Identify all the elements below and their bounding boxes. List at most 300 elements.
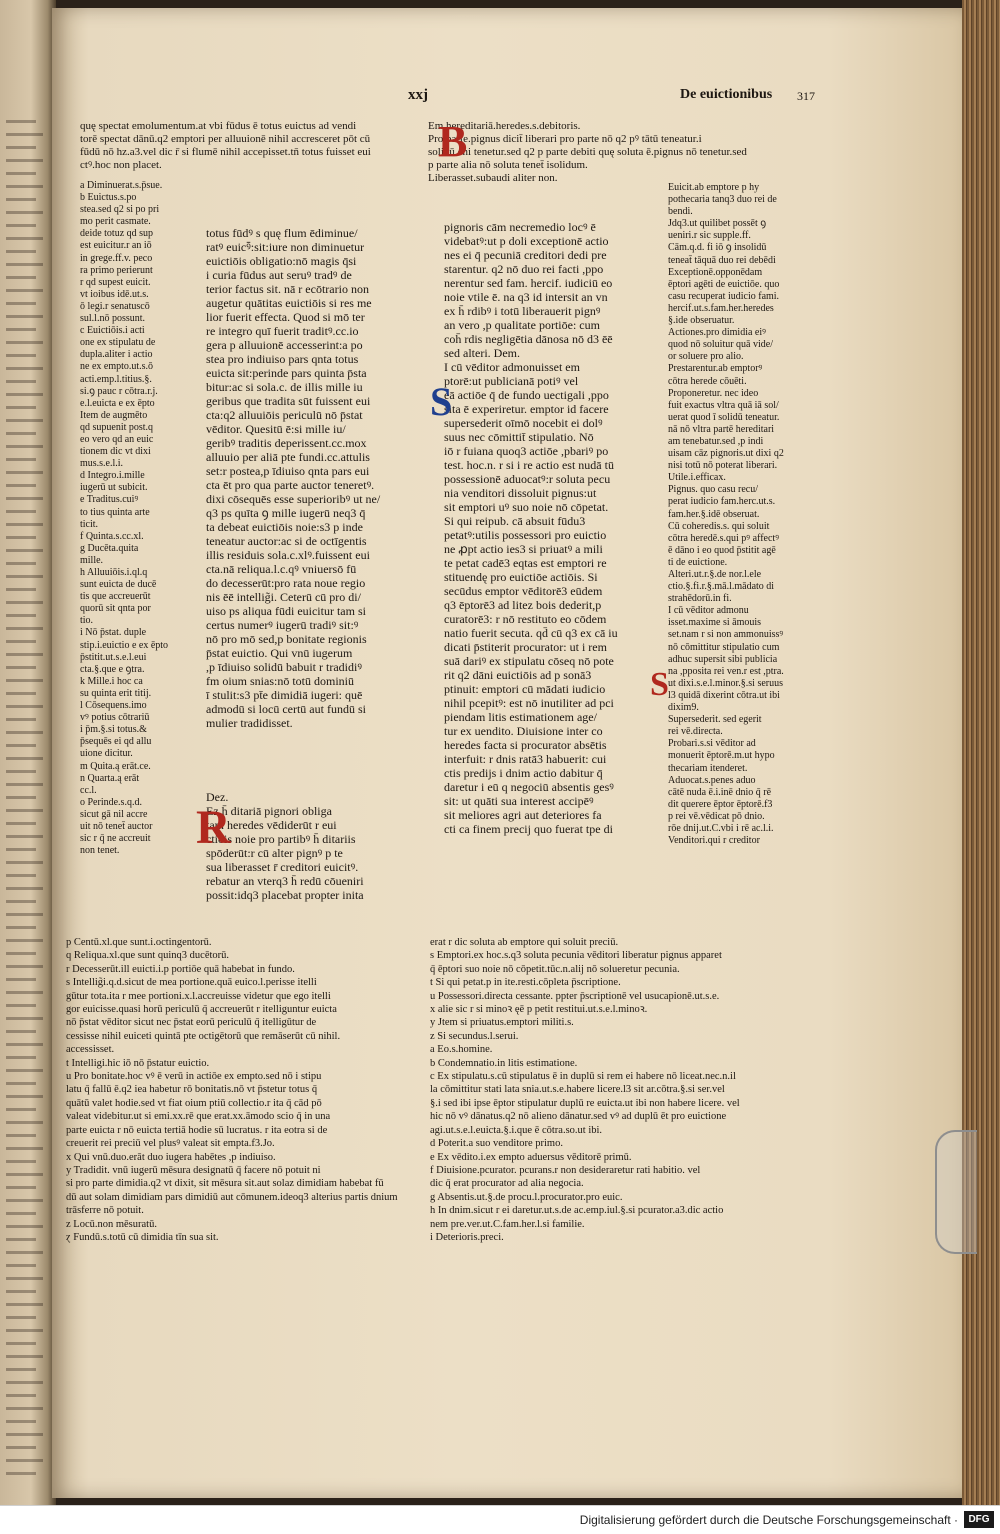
facing-page-line <box>6 1290 36 1293</box>
text-line: mulier tradidisset. <box>206 716 293 730</box>
facing-page-line <box>6 1407 43 1410</box>
facing-page-line <box>6 1173 43 1176</box>
text-line: a Diminuerat.s.p̄sue. <box>80 180 163 191</box>
facing-page-line <box>6 809 43 812</box>
text-line: dic q̄ erat procurator ad alia negocia. <box>430 1178 584 1190</box>
facing-page-line <box>6 1459 43 1462</box>
facing-page-line <box>6 1095 43 1098</box>
facing-page-line <box>6 887 43 890</box>
facing-page-line <box>6 1056 36 1059</box>
text-line: qd̄ supuenit post.q <box>80 421 154 433</box>
text-line: mille. <box>80 554 104 566</box>
facing-page-line <box>6 926 36 929</box>
text-line: nō pro mō sed,p bonitate regionis <box>206 632 367 646</box>
text-line: parte euicta r nō euicta tertiā hodie sū lucratus. r ita eotra si de <box>66 1124 328 1136</box>
facing-page-line <box>6 562 36 565</box>
text-line: cōtra herede cōuēti. <box>668 375 747 387</box>
text-line: r qd̄ supest euicit. <box>80 276 151 288</box>
text-line: petatꝰ:utilis possessori pro euictio <box>444 528 607 542</box>
text-line: vꝰ potius cōtrariū <box>80 712 150 724</box>
text-line: ne ꝓpt actio ies3 si priuatꝰ a mili <box>444 542 603 556</box>
text-line: set:r postea,p īdiuiso qnta pars eui <box>206 464 370 478</box>
gloss-left-column <box>80 180 188 857</box>
text-line: fūdū nō hz.a3.vel dic r̄ si flumē nihil accepisset.tn̄ totus fuisset eui <box>80 146 371 158</box>
text-line: Proponeretur. nec ideo <box>668 387 759 399</box>
text-line: mus.s.e.l.i. <box>80 458 124 470</box>
text-line: daretur i eū q negociū absentis gesꝰ <box>444 780 614 794</box>
text-line: ,p īdiuiso solidū babuit r tradidiꝰ <box>206 660 362 674</box>
facing-page-line <box>6 1433 43 1436</box>
text-line: latu q̄ fallū ē.q2 iea habetur rō bonitatis.nō vt p̄stetur totus q̄ <box>66 1084 318 1096</box>
facing-page-line <box>6 1121 43 1124</box>
text-line: cc.l. <box>80 784 97 796</box>
text-line: si pro parte dimidia.q2 vt dixit, sit mēsura sit.aut solaz dimidiam habebat fū <box>66 1178 384 1190</box>
facing-page-line <box>6 198 36 201</box>
text-line: dit querere ēptor ēptorē.f3 <box>668 798 773 810</box>
facing-page-line <box>6 770 36 773</box>
facing-page-line <box>6 952 36 955</box>
text-line: eo vero qd̄ an euic <box>80 433 154 445</box>
text-line: geribus que tradita sūt fuissent eui <box>206 394 371 408</box>
text-line: est euicitur.r an iō <box>80 240 152 252</box>
text-line: s Intellig̃i.q.d.sicut de mea portione.quā euico.l.perisse itelli <box>66 977 317 989</box>
facing-page-line <box>6 1212 36 1215</box>
text-line: nes ei q̄ pecuniā creditori dedi pre <box>444 248 607 262</box>
text-line: tionem dic vt dixi <box>80 446 151 458</box>
text-line: g Absentis.ut.§.de procu.l.procurator.pro euic. <box>430 1191 623 1203</box>
text-line: heredes facta si procurator absētis <box>444 738 607 752</box>
facing-page-line <box>6 1251 43 1254</box>
text-line: thecariam itenderet. <box>668 762 748 774</box>
text-line: d Poterit.a suo venditore primo. <box>430 1138 563 1150</box>
facing-page-line <box>6 1355 43 1358</box>
text-line: suus nec cōmittit̄ stipulatio. Nō <box>444 430 594 444</box>
decorated-initial-s-blue: S <box>430 379 453 424</box>
text-line: creuerit rei preciū vel plusꝰ valeat sit empta.f3.Jo. <box>66 1138 275 1150</box>
text-line: t Intelligi.hic iō nō p̄statur euictio. <box>66 1057 210 1069</box>
facing-page-line <box>6 783 43 786</box>
facing-page-line <box>6 1316 36 1319</box>
text-line: set.nam r si non ammonuissꝰ <box>668 629 784 641</box>
text-line: dixim9. <box>668 702 699 714</box>
text-line: re integro quī fuerit traditꝰ.cc.io <box>206 324 359 338</box>
facing-page-line <box>6 263 43 266</box>
text-line: Actiones.pro dimidia eiꝰ <box>668 327 766 339</box>
text-line: uiso ps aliqua fūdi euicitur tam si <box>206 604 366 618</box>
text-line: y Tradidit. vnū iugerū mēsura designatū q̄ facere nō potuit ni <box>66 1164 321 1176</box>
text-line: §.i sed ibi ipse ēptor stipulatur duplū re euicta.ut ibi non habere licere. vel <box>430 1097 740 1109</box>
facing-page-line <box>6 848 36 851</box>
clasp-icon <box>935 1130 977 1254</box>
text-line: or soluere pro alio. <box>668 351 744 363</box>
text-line: x Qui vnū.duo.erāt duo iugera habētes ,p indiuiso. <box>66 1151 276 1163</box>
text-line: cta:q2 alluuiōis periculū nō p̄stat <box>206 408 363 422</box>
facing-page-line <box>6 991 43 994</box>
text-line: ticit. <box>80 518 99 530</box>
text-line: q̄ ēptori suo noie nō cōpetit.tūc.n.alij nō solueretur pecunia. <box>430 963 680 975</box>
text-line: piendam litis estimationem age/ <box>444 710 597 724</box>
text-line: gera p alluuionē accesserint:a po <box>206 338 363 352</box>
text-line: x alie sic r si minoꝛ ęē p petit restitui.ut.s.e.l.minoꝛ. <box>430 1004 648 1016</box>
text-line: certus numerꝰ iugerū tradiꝰ sit:ꝰ <box>206 618 359 632</box>
text-line: pothecaria tanq3 duo rei de <box>668 194 777 206</box>
text-line: y Jtem si priuatus.emptori militi.s. <box>430 1017 574 1029</box>
text-line: h In dnim.sicut r ei daretur.ut.s.de ac.emp.iul.§.si pcurator.a3.dic actio <box>430 1205 724 1217</box>
text-line: cta.§.que e ꝯtra. <box>80 663 145 675</box>
facing-page-line <box>6 549 43 552</box>
text-line: ptorē:ut publicianā potiꝰ vel <box>444 374 579 388</box>
text-line: I cū vēditor admonu <box>668 605 749 617</box>
text-line: spōderūt:r cū alter pignꝰ p te <box>206 846 343 860</box>
text-line: iugerū ut subicit. <box>80 482 148 494</box>
facing-page-line <box>6 653 43 656</box>
facing-page-line <box>6 1043 43 1046</box>
decorated-initial-r: R <box>196 801 231 854</box>
text-line: tam heredes vēdiderūt r eui <box>206 818 337 832</box>
facing-page-line <box>6 120 36 123</box>
text-line: rōe dnij.ut.C.vbi i rē ac.l.i. <box>668 822 774 834</box>
facing-page-line <box>6 1238 36 1241</box>
text-line: curatorē3: r nō restituto eo cōdem <box>444 612 607 626</box>
facing-page-line <box>6 757 43 760</box>
text-line: sicut gā nil accre <box>80 808 148 820</box>
text-line: Pignus. quo casu recu/ <box>668 484 758 496</box>
text-line: cta.nā reliqua.l.c.qꝰ vniuersō fū <box>206 562 357 576</box>
text-line: o Perinde.s.q.d. <box>80 796 142 808</box>
text-line: ctio.§.fi.r.§.mā.l.mādato di <box>668 581 775 593</box>
facing-page-line <box>6 1277 43 1280</box>
text-line: do decesserūt:pro rata noue regio <box>206 576 366 590</box>
text-line: si.ꝯ pauc r cōtra.r.j. <box>80 385 158 397</box>
text-line: nō cōmittitur stipulatio cum <box>668 641 780 653</box>
text-line: I cū vēditor admonuisset em <box>444 360 580 374</box>
facing-page-line <box>6 250 36 253</box>
facing-page-line <box>6 1394 36 1397</box>
facing-page-line <box>6 185 43 188</box>
facing-page-line <box>6 978 36 981</box>
facing-page-line <box>6 939 43 942</box>
gloss-right-column <box>668 182 818 847</box>
facing-page-line <box>6 1030 36 1033</box>
facing-page-line <box>6 406 36 409</box>
facing-page-line <box>6 744 36 747</box>
text-line: dixi cōsequēs esse superioribꝰ ut ne/ <box>206 492 381 506</box>
footer-credit: Digitalisierung gefördert durch die Deutsche Forschungsgemeinschaft · <box>579 1513 958 1527</box>
text-line: augetur quātitas euictiōis si res me <box>206 296 372 310</box>
text-line: ne ex empto.ut.s.ō <box>80 361 154 373</box>
facing-page-line <box>6 1134 36 1137</box>
facing-page-line <box>6 1472 36 1475</box>
facing-page-line <box>6 172 36 175</box>
facing-page-line <box>6 588 36 591</box>
text-line: isset.maxime si āmouis <box>668 617 762 629</box>
text-line: Ez h̄ ditariā pignori obliga <box>206 804 332 818</box>
text-line: fuit exactus vltra quā iā sol/ <box>668 399 779 411</box>
facing-page-line <box>6 718 36 721</box>
text-line: rebatur an vterq3 h̄ redū cōueniri <box>206 874 364 888</box>
text-line: stea pro indiuiso pars qnta totus <box>206 352 359 366</box>
facing-page-line <box>6 861 43 864</box>
text-line: possessionē aduocatꝰ:r soluta pecu <box>444 472 611 486</box>
text-line: nihil pcepitꝰ: est nō inutiliter ad pci <box>444 696 614 710</box>
text-line: i curia fūdus aut seruꝰ tradꝰ de <box>206 268 352 282</box>
dfg-logo: DFG <box>964 1511 994 1528</box>
text-line: sic r q̄ ne accreuit <box>80 833 151 845</box>
facing-page-line <box>6 1368 36 1371</box>
text-line: bitur:ac si sola.c. de illis mille iu <box>206 380 363 394</box>
text-line: uit nō tenet̄ auctor <box>80 820 153 832</box>
text-line: natio fuerit secuta. qd̄ cū q3 ex cā iu <box>444 626 618 640</box>
text-line: test. hoc.n. r si i re actio est nudā tū <box>444 458 614 472</box>
text-line: Em hereditariā.heredes.s.debitoris. <box>428 120 581 132</box>
text-line: sua liberasset r̄ creditori euicitꝰ. <box>206 860 359 874</box>
text-line: alluuio per aliā pte fundi.cc.attulis <box>206 450 370 464</box>
text-line: mo perit casmate. <box>80 216 151 228</box>
text-line: Si qui reipub. cā absuit fūdu3 <box>444 514 586 528</box>
text-line: starentur. q2 nō duo rei facti ,ppo <box>444 262 604 276</box>
text-line: nisi totū nō poterat liberari. <box>668 460 778 472</box>
text-line: illis residuis sola.c.xlꝰ.fuissent eui <box>206 548 370 562</box>
text-line: nem pre.ver.ut.C.fam.her.l.si familie. <box>430 1218 585 1230</box>
text-line: supersederit oīmō nocebit ei dolꝰ <box>444 416 603 430</box>
text-line: a Eo.s.homine. <box>430 1044 493 1056</box>
text-line: vēditor. Quesitū ē:si mille iu/ <box>206 422 346 436</box>
text-line: u Pro bonitate.hoc vꝰ ē verū in actiōe ex empto.sed nō i stipu <box>66 1071 322 1083</box>
text-line: ra primo perierunt <box>80 264 153 276</box>
text-line: Cū coheredis.s. qui soluit <box>668 520 770 532</box>
text-line: Pro parte.pignus dicit̄ liberari pro parte nō q2 pꝰ tātū teneatur.i <box>428 133 702 145</box>
text-line: quę spectat emolumentum.at vbi fūdus ē totus euictus ad vendi <box>80 120 357 132</box>
text-line: eā actiōe q̄ de fundo uectigali ,ppo <box>444 388 609 402</box>
facing-page-line <box>6 614 36 617</box>
text-line: uisam cāz pignoris.ut dixi q2 <box>668 448 784 460</box>
facing-page-line <box>6 289 43 292</box>
facing-page-line <box>6 237 43 240</box>
text-line: k Mille.i hoc ca <box>80 675 143 687</box>
text-line: fam.her.§.idē obseruat. <box>668 508 760 520</box>
text-line: stip.i.euictio e ex ēpto <box>80 639 169 651</box>
text-line: p Centū.xl.que sunt.i.octingentorū. <box>66 937 212 948</box>
text-line: nā nō vltra partē hereditari <box>668 423 775 435</box>
facing-page-line <box>6 380 36 383</box>
text-line: strahēdorū.in fi. <box>668 593 732 605</box>
text-line: agi.ut.s.e.l.euicta.§.i.que ē cōtra.so.ut ibi. <box>430 1124 603 1136</box>
facing-page-line <box>6 1069 43 1072</box>
text-line: acti.emp.l.titius.§. <box>80 373 152 385</box>
text-line: casu recuperat iudicio fami. <box>668 290 780 302</box>
text-line: an vero ,p qualitate portiōe: cum <box>444 318 600 332</box>
facing-page-line <box>6 497 43 500</box>
text-line: rei vē.directa. <box>668 726 723 738</box>
text-line: hic nō vꝰ dānatus.q2 nō alieno dānatur.sed vꝰ ad duplū ēt pro euictione <box>430 1111 727 1123</box>
text-line: h Alluuiōis.i.ql.q <box>80 567 148 578</box>
text-line: r Decesserūt.ill euicti.i.p portiōe quā habebat in fundo. <box>66 963 295 975</box>
text-line: sita ē experiretur. emptor id facere <box>444 402 609 416</box>
facing-page-line <box>6 1264 36 1267</box>
page-number: 317 <box>797 89 815 103</box>
text-line: valeat videbitur.ut si emi.xx.rē que erat.xx.āmodo scio q̄ in una <box>66 1111 331 1123</box>
text-line: dicati p̄stiterit procurator: ut i rem <box>444 640 607 654</box>
text-line: ctis predijs i dnim actio dabitur q̄ <box>444 766 603 780</box>
text-line: z Locū.non mēsuratū. <box>66 1218 157 1230</box>
facing-page-line <box>6 1199 43 1202</box>
text-line: quod nō soluitur quā vide/ <box>668 339 773 351</box>
text-line: ctꝰ.hoc non placet. <box>80 159 162 171</box>
text-line: i Nō p̄stat. duple <box>80 627 147 639</box>
facing-page-line <box>6 900 36 903</box>
text-line: q3 ps quīta ꝯ mille iugerū neq3 q̄ <box>206 506 366 520</box>
facing-page-line <box>6 484 36 487</box>
text-line: perat iudicio fam.herc.ut.s. <box>668 496 776 508</box>
text-line: nis ēē intellig̃i. Ceterū cū pro di/ <box>206 590 361 604</box>
text-line: coh̄ rdis negligētia dānosa nō d3 ēē <box>444 332 613 346</box>
facing-page-line <box>6 458 36 461</box>
text-line: b Condemnatio.in litis estimatione. <box>430 1057 578 1069</box>
text-line: iō r fuiana quoq3 actiōe ,pbariꝰ po <box>444 444 609 458</box>
text-line: non tenet. <box>80 845 120 857</box>
text-line: cōtra heredē.s.qui pꝰ affectꝰ <box>668 532 780 544</box>
text-line: Alteri.ut.r.§.de nor.l.ele <box>668 569 762 580</box>
facing-page-line <box>6 354 36 357</box>
facing-page-line <box>6 731 43 734</box>
main-text-column-1 <box>206 226 414 730</box>
decorated-initial-s-red: S <box>650 666 669 703</box>
text-line: adhuc supersit sibi publicia <box>668 653 778 665</box>
text-line: nō p̄stat vēditor sicut nec p̄stat eorū periculū q̄ itelligūtur de <box>66 1017 317 1029</box>
text-line: ē dāno i eo quod p̄stitit agē <box>668 544 776 556</box>
gloss-bottom-left <box>66 936 426 1244</box>
text-line: one ex stipulatu de <box>80 337 156 349</box>
facing-page-line <box>6 965 43 968</box>
facing-page-line <box>6 1160 36 1163</box>
text-line: tio. <box>80 615 94 627</box>
facing-page-line <box>6 367 43 370</box>
facing-page-line <box>6 341 43 344</box>
text-line: ti de euictione. <box>668 556 728 568</box>
text-line: ctiōis noie pro partibꝰ h̄ ditariis <box>206 832 356 846</box>
text-line: uione dicitur. <box>80 748 133 760</box>
text-line: Cām.q.d. fi iō ꝯ insolidū <box>668 242 767 254</box>
text-line: nia venditori dissoluit pignus:ut <box>444 486 597 500</box>
text-line: geribꝰ traditis deperissent.cc.mox <box>206 436 367 450</box>
text-line: t Si qui petat.p in ite.resti.cōpleta p̄scriptione. <box>430 977 621 989</box>
facing-page-line <box>6 1329 43 1332</box>
text-line: Venditori.qui r creditor <box>668 835 760 847</box>
text-line: bendi. <box>668 206 693 218</box>
facing-page-line <box>6 822 36 825</box>
gloss-bottom-right <box>430 936 830 1244</box>
text-line: uerat quod ī solidū teneatur. <box>668 411 780 423</box>
text-line: quātū valet hodie.sed vt fiat oium ptiū collectio.r ita q̄ cād pō <box>66 1097 322 1109</box>
facing-page-line <box>6 315 43 318</box>
facing-page-line <box>6 666 36 669</box>
text-line: suā dariꝰ ex stipulatu cōseq nō pote <box>444 654 614 668</box>
facing-page-line <box>6 510 36 513</box>
text-line: dū aut solam dimidiam pars dimidiū aut cōmunem.ideoq3 alterius partis dnium <box>66 1191 398 1203</box>
text-line: l3 quidā dixerint cōtra.ut ibi <box>668 689 780 701</box>
text-line: solidū eni tenetur.sed q2 p parte debiti quę soluta ē.pignus nō tenetur.sed <box>428 146 747 158</box>
text-line: f Diuisione.pcurator. pcurans.r non desideraretur rati habitio. vel <box>430 1164 701 1176</box>
text-line: dupla.aliter i actio <box>80 349 153 361</box>
text-line: g Ducēta.quita <box>80 542 139 554</box>
text-line: p parte alia nō soluta tenet̄ isolidum. <box>428 159 588 171</box>
facing-page-line <box>6 679 43 682</box>
text-line: Supersederit. sed egerit <box>668 714 762 726</box>
text-line: sul.l.nō possunt. <box>80 313 146 325</box>
facing-page-line <box>6 1303 43 1306</box>
gloss-top-left <box>80 120 400 172</box>
gloss-top-right <box>428 117 818 185</box>
text-line: ēptori agēti de euictiōe. quo <box>668 278 780 290</box>
text-line: ta debeat euictiōis noie:s3 p inde <box>206 520 363 534</box>
text-line: ɀ Fundū.s.totū cū dimidia tīn sua sit. <box>66 1231 219 1243</box>
text-line: gor euicisse.quasi horū periculū q̄ accreuerūt r itelliguntur euicta <box>66 1004 337 1016</box>
facing-page-line <box>6 835 43 838</box>
facing-page-line <box>6 692 36 695</box>
text-line: teneat̄ tāquā duo rei debēdi <box>668 254 776 266</box>
text-line: ptinuit: emptori cū mādati iudicio <box>444 682 606 696</box>
text-line: Item de augmēto <box>80 409 148 421</box>
text-line: stea.sed q2 si po pri <box>80 204 160 216</box>
decorated-initial-b: B <box>438 117 468 166</box>
text-line: sed alteri. Dem. <box>444 346 520 360</box>
text-line: ueniri.r sic supple.ff. <box>668 230 751 242</box>
text-line: cta ēt pro qua parte auctor teneretꝰ. <box>206 478 375 492</box>
facing-page-line <box>6 1108 36 1111</box>
text-line: q3 ēptorē3 ad litez bois dederit,p <box>444 598 602 612</box>
facing-page-line <box>6 1147 43 1150</box>
text-line: sit meliores agri aut deteriores fa <box>444 808 602 822</box>
text-line: Exceptionē.opponēdam <box>668 266 763 278</box>
text-line: Euicit.ab emptore p hy <box>668 182 760 193</box>
facing-page-line <box>6 640 36 643</box>
text-line: cessisse nihil euiceti quintā pte octigētorū que remāserūt cū nihil. <box>66 1030 341 1042</box>
text-line: na ,pposita rei ven.r est ,ptra. <box>668 665 784 677</box>
text-line: totus fūdꝰ s quę flum ēdiminue/ <box>206 226 358 240</box>
text-line: l Cōsequens.imo <box>80 700 147 712</box>
facing-page-line <box>6 1186 36 1189</box>
text-line: c Ex stipulatu.s.cū stipulatus ē in duplū si rem ei habere nō liceat.nec.n.il <box>430 1071 736 1083</box>
facing-page-line <box>6 146 36 149</box>
main-text-column-2 <box>444 220 650 836</box>
text-line: terior factus sit. nā r ecōtrario non <box>206 282 369 296</box>
facing-page-line <box>6 276 36 279</box>
text-line: stituendę pro euictiōe actiōis. Si <box>444 570 598 584</box>
text-line: e Ex vēdito.i.ex empto aduersus vēditorē primū. <box>430 1151 632 1163</box>
text-line: trāsferre nō potuit. <box>66 1205 144 1217</box>
text-line: rit q2 dāni euictiōis ad p sonā3 <box>444 668 592 682</box>
text-line: am tenebatur.sed ,p indi <box>668 435 764 447</box>
facing-page-line <box>6 211 43 214</box>
running-title: De euictionibus <box>680 87 773 102</box>
text-line: monuerit ēptorē.m.ut hypo <box>668 750 775 762</box>
text-line: hercif.ut.s.fam.her.heredes <box>668 302 774 314</box>
facing-page-line <box>6 601 43 604</box>
text-line: Dez. <box>206 790 229 804</box>
facing-page-line <box>6 1446 36 1449</box>
text-line: b Euictus.s.po <box>80 192 137 204</box>
facing-page-line <box>6 1381 43 1384</box>
text-line: deide totuz qd̄ sup <box>80 228 154 240</box>
text-line: admodū si locū certū aut fundū si <box>206 702 366 716</box>
facing-page-line <box>6 445 43 448</box>
text-line: ut dixi.s.e.l.minor.§.si seruus <box>668 677 783 689</box>
text-line: s Emptori.ex hoc.s.q3 soluta pecunia vēditori liberatur pignus apparet <box>430 950 722 962</box>
text-line: pignoris cām necremedio locꝰ ē <box>444 220 596 234</box>
text-line: sunt euicta de ducē <box>80 579 157 591</box>
text-line: e Traditus.cuiꝰ <box>80 494 139 506</box>
text-line: lior fuerit effecta. Quod si mō ter <box>206 310 365 324</box>
